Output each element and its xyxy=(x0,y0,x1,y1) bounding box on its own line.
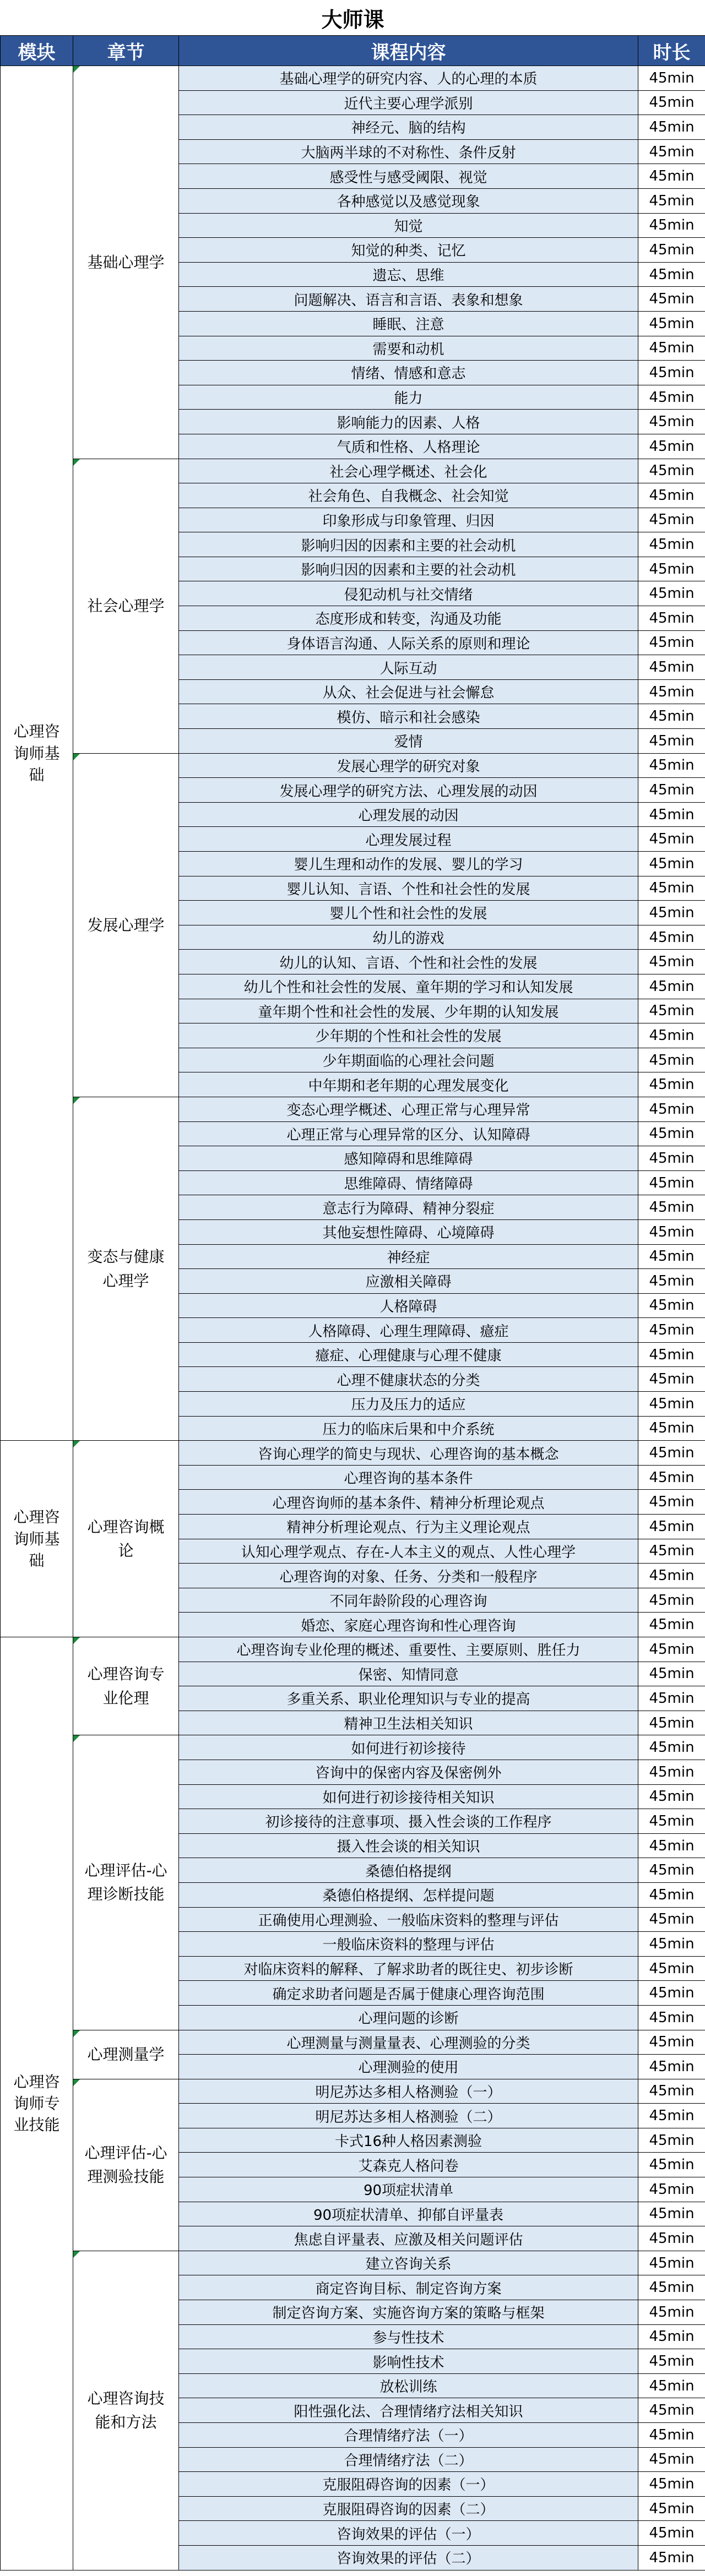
duration-cell: 45min xyxy=(638,1318,705,1343)
duration-cell: 45min xyxy=(638,778,705,803)
duration-cell: 45min xyxy=(638,336,705,361)
duration-cell: 45min xyxy=(638,1588,705,1613)
duration-cell: 45min xyxy=(638,950,705,974)
lesson-cell: 少年期面临的心理社会问题 xyxy=(179,1048,638,1072)
lesson-cell: 意志行为障碍、精神分裂症 xyxy=(179,1195,638,1220)
duration-cell: 45min xyxy=(638,1662,705,1686)
table-row xyxy=(1,2251,705,2275)
lesson-cell: 情绪、情感和意志 xyxy=(179,361,638,385)
lesson-cell: 心理不健康状态的分类 xyxy=(179,1367,638,1392)
table-row xyxy=(1,2030,705,2055)
lesson-cell: 心理发展过程 xyxy=(179,827,638,852)
header-chapter: 章节 xyxy=(73,36,179,66)
lesson-cell: 侵犯动机与社交情绪 xyxy=(179,581,638,606)
duration-cell: 45min xyxy=(638,361,705,385)
lesson-cell: 感受性与感受阈限、视觉 xyxy=(179,164,638,189)
lesson-cell: 如何进行初诊接待相关知识 xyxy=(179,1784,638,1809)
lesson-cell: 大脑两半球的不对称性、条件反射 xyxy=(179,139,638,164)
chapter-cell xyxy=(73,753,179,1097)
lesson-cell: 如何进行初诊接待 xyxy=(179,1735,638,1760)
duration-cell: 45min xyxy=(638,1539,705,1564)
lesson-cell: 心理咨询师的基本条件、精神分析理论观点 xyxy=(179,1490,638,1515)
duration-cell: 45min xyxy=(638,2128,705,2153)
lesson-cell: 需要和动机 xyxy=(179,336,638,361)
lesson-cell: 变态心理学概述、心理正常与心理异常 xyxy=(179,1097,638,1121)
duration-cell: 45min xyxy=(638,1121,705,1146)
duration-cell: 45min xyxy=(638,1833,705,1858)
lesson-cell: 商定咨询目标、制定咨询方案 xyxy=(179,2275,638,2300)
duration-cell: 45min xyxy=(638,753,705,778)
lesson-cell: 发展心理学的研究对象 xyxy=(179,753,638,778)
lesson-cell: 阳性强化法、合理情绪疗法相关知识 xyxy=(179,2398,638,2423)
lesson-cell: 克服阻碍咨询的因素（一） xyxy=(179,2472,638,2497)
table-row xyxy=(1,753,705,778)
cell-comment-marker xyxy=(73,2030,80,2037)
duration-cell: 45min xyxy=(638,827,705,852)
lesson-cell: 从众、社会促进与社会懈怠 xyxy=(179,679,638,704)
duration-cell: 45min xyxy=(638,1465,705,1490)
lesson-cell: 影响能力的因素、人格 xyxy=(179,410,638,434)
table-row xyxy=(1,1637,705,1662)
lesson-cell: 心理问题的诊断 xyxy=(179,2005,638,2030)
lesson-cell: 人格障碍 xyxy=(179,1293,638,1318)
duration-cell: 45min xyxy=(638,2423,705,2448)
module-cell: 心理咨询师基础 xyxy=(1,1441,73,1637)
lesson-cell: 人格障碍、心理生理障碍、癔症 xyxy=(179,1318,638,1343)
table-row xyxy=(1,1441,705,1466)
lesson-cell: 爱情 xyxy=(179,729,638,754)
duration-cell: 45min xyxy=(638,164,705,189)
duration-cell: 45min xyxy=(638,581,705,606)
chapter-label: 发展心理学 xyxy=(87,916,165,934)
lesson-cell: 各种感觉以及感觉现象 xyxy=(179,188,638,213)
duration-cell: 45min xyxy=(638,2030,705,2055)
duration-cell: 45min xyxy=(638,1760,705,1784)
page-title: 大师课 xyxy=(1,0,705,36)
lesson-cell: 应激相关障碍 xyxy=(179,1269,638,1294)
duration-cell: 45min xyxy=(638,925,705,950)
duration-cell: 45min xyxy=(638,188,705,213)
duration-cell: 45min xyxy=(638,1784,705,1809)
module-cell: 心理咨询师基础 xyxy=(1,66,73,1441)
duration-cell: 45min xyxy=(638,704,705,729)
duration-cell: 45min xyxy=(638,2055,705,2079)
lesson-cell: 建立咨询关系 xyxy=(179,2251,638,2275)
lesson-cell: 知觉 xyxy=(179,213,638,238)
lesson-cell: 心理测验的使用 xyxy=(179,2055,638,2079)
lesson-cell: 模仿、暗示和社会感染 xyxy=(179,704,638,729)
cell-comment-marker xyxy=(73,1441,80,1447)
lesson-cell: 婴儿生理和动作的发展、婴儿的学习 xyxy=(179,852,638,876)
duration-cell: 45min xyxy=(638,1858,705,1883)
chapter-label: 变态与健康心理学 xyxy=(87,1248,165,1290)
duration-cell: 45min xyxy=(638,557,705,581)
lesson-cell: 摄入性会谈的相关知识 xyxy=(179,1833,638,1858)
lesson-cell: 人际互动 xyxy=(179,655,638,680)
duration-cell: 45min xyxy=(638,1613,705,1637)
duration-cell: 45min xyxy=(638,1686,705,1711)
lesson-cell: 合理情绪疗法（一） xyxy=(179,2423,638,2448)
table-row xyxy=(1,1735,705,1760)
chapter-label: 心理咨询概论 xyxy=(87,1517,165,1560)
duration-cell: 45min xyxy=(638,1637,705,1662)
lesson-cell: 气质和性格、人格理论 xyxy=(179,434,638,459)
lesson-cell: 放松训练 xyxy=(179,2373,638,2398)
lesson-cell: 影响归因的因素和主要的社会动机 xyxy=(179,532,638,557)
duration-cell: 45min xyxy=(638,1342,705,1367)
duration-cell: 45min xyxy=(638,679,705,704)
lesson-cell: 幼儿的认知、言语、个性和社会性的发展 xyxy=(179,950,638,974)
cell-comment-marker xyxy=(73,66,80,73)
lesson-cell: 心理咨询的对象、任务、分类和一般程序 xyxy=(179,1564,638,1588)
lesson-cell: 心理咨询专业伦理的概述、重要性、主要原则、胜任力 xyxy=(179,1637,638,1662)
chapter-cell xyxy=(73,459,179,753)
duration-cell: 45min xyxy=(638,2349,705,2374)
table-row xyxy=(1,1097,705,1121)
duration-cell: 45min xyxy=(638,2496,705,2521)
duration-cell: 45min xyxy=(638,606,705,631)
duration-cell: 45min xyxy=(638,213,705,238)
duration-cell: 45min xyxy=(638,262,705,287)
duration-cell: 45min xyxy=(638,385,705,410)
lesson-cell: 桑德伯格提纲、怎样提问题 xyxy=(179,1882,638,1907)
lesson-cell: 近代主要心理学派别 xyxy=(179,90,638,115)
lesson-cell: 神经症 xyxy=(179,1244,638,1269)
lesson-cell: 桑德伯格提纲 xyxy=(179,1858,638,1883)
duration-cell: 45min xyxy=(638,1392,705,1417)
lesson-cell: 咨询效果的评估（一） xyxy=(179,2521,638,2546)
lesson-cell: 压力的临床后果和中介系统 xyxy=(179,1416,638,1441)
lesson-cell: 确定求助者问题是否属于健康心理咨询范围 xyxy=(179,1981,638,2006)
lesson-cell: 压力及压力的适应 xyxy=(179,1392,638,1417)
lesson-cell: 神经元、脑的结构 xyxy=(179,115,638,140)
duration-cell: 45min xyxy=(638,2373,705,2398)
lesson-cell: 婴儿认知、言语、个性和社会性的发展 xyxy=(179,876,638,901)
duration-cell: 45min xyxy=(638,630,705,655)
duration-cell: 45min xyxy=(638,532,705,557)
chapter-label: 社会心理学 xyxy=(87,596,165,615)
chapter-cell xyxy=(73,2251,179,2570)
duration-cell: 45min xyxy=(638,139,705,164)
lesson-cell: 思维障碍、情绪障碍 xyxy=(179,1170,638,1195)
lesson-cell: 社会角色、自我概念、社会知觉 xyxy=(179,483,638,508)
lesson-cell: 明尼苏达多相人格测验（一） xyxy=(179,2079,638,2104)
duration-cell: 45min xyxy=(638,1515,705,1539)
lesson-cell: 心理咨询的基本条件 xyxy=(179,1465,638,1490)
duration-cell: 45min xyxy=(638,999,705,1023)
lesson-cell: 焦虑自评量表、应激及相关问题评估 xyxy=(179,2226,638,2251)
duration-cell: 45min xyxy=(638,1367,705,1392)
duration-cell: 45min xyxy=(638,2447,705,2472)
duration-cell: 45min xyxy=(638,974,705,999)
duration-cell: 45min xyxy=(638,1170,705,1195)
cell-comment-marker xyxy=(73,1637,80,1644)
duration-cell: 45min xyxy=(638,2398,705,2423)
lesson-cell: 90项症状清单 xyxy=(179,2177,638,2202)
chapter-label: 心理咨询专业伦理 xyxy=(87,1665,165,1707)
lesson-cell: 问题解决、语言和言语、表象和想象 xyxy=(179,287,638,312)
duration-cell: 45min xyxy=(638,1932,705,1957)
module-cell: 心理咨询师专业技能 xyxy=(1,1637,73,2570)
lesson-cell: 合理情绪疗法（二） xyxy=(179,2447,638,2472)
lesson-cell: 童年期个性和社会性的发展、少年期的认知发展 xyxy=(179,999,638,1023)
duration-cell: 45min xyxy=(638,655,705,680)
lesson-cell: 影响归因的因素和主要的社会动机 xyxy=(179,557,638,581)
duration-cell: 45min xyxy=(638,1244,705,1269)
duration-cell: 45min xyxy=(638,459,705,483)
duration-cell: 45min xyxy=(638,1882,705,1907)
duration-cell: 45min xyxy=(638,1907,705,1932)
lesson-cell: 心理正常与心理异常的区分、认知障碍 xyxy=(179,1121,638,1146)
lesson-cell: 一般临床资料的整理与评估 xyxy=(179,1932,638,1957)
duration-cell: 45min xyxy=(638,876,705,901)
duration-cell: 45min xyxy=(638,1195,705,1220)
duration-cell: 45min xyxy=(638,1219,705,1244)
cell-comment-marker xyxy=(73,459,80,466)
duration-cell: 45min xyxy=(638,508,705,532)
duration-cell: 45min xyxy=(638,1293,705,1318)
lesson-cell: 心理测量与测量量表、心理测验的分类 xyxy=(179,2030,638,2055)
duration-cell: 45min xyxy=(638,1023,705,1048)
duration-cell: 45min xyxy=(638,729,705,754)
duration-cell: 45min xyxy=(638,2545,705,2570)
chapter-label: 心理评估-心理测验技能 xyxy=(84,2143,167,2186)
cell-comment-marker xyxy=(73,1735,80,1742)
duration-cell: 45min xyxy=(638,115,705,140)
chapter-label: 心理咨询技能和方法 xyxy=(87,2389,165,2432)
duration-cell: 45min xyxy=(638,2226,705,2251)
duration-cell: 45min xyxy=(638,1146,705,1171)
lesson-cell: 遗忘、思维 xyxy=(179,262,638,287)
lesson-cell: 精神分析理论观点、行为主义理论观点 xyxy=(179,1515,638,1539)
lesson-cell: 卡式16种人格因素测验 xyxy=(179,2128,638,2153)
lesson-cell: 正确使用心理测验、一般临床资料的整理与评估 xyxy=(179,1907,638,1932)
lesson-cell: 睡眠、注意 xyxy=(179,311,638,336)
duration-cell: 45min xyxy=(638,434,705,459)
lesson-cell: 心理发展的动因 xyxy=(179,802,638,827)
duration-cell: 45min xyxy=(638,66,705,91)
lesson-cell: 克服阻碍咨询的因素（二） xyxy=(179,2496,638,2521)
duration-cell: 45min xyxy=(638,2153,705,2177)
duration-cell: 45min xyxy=(638,2202,705,2226)
duration-cell: 45min xyxy=(638,1097,705,1121)
duration-cell: 45min xyxy=(638,90,705,115)
lesson-cell: 明尼苏达多相人格测验（二） xyxy=(179,2104,638,2128)
duration-cell: 45min xyxy=(638,1441,705,1466)
header-duration: 时长 xyxy=(638,36,705,66)
header-row xyxy=(1,36,705,66)
duration-cell: 45min xyxy=(638,1269,705,1294)
chapter-cell xyxy=(73,1441,179,1637)
lesson-cell: 初诊接待的注意事项、摄入性会谈的工作程序 xyxy=(179,1809,638,1834)
duration-cell: 45min xyxy=(638,852,705,876)
chapter-label: 心理测量学 xyxy=(87,2045,165,2063)
duration-cell: 45min xyxy=(638,287,705,312)
lesson-cell: 艾森克人格问卷 xyxy=(179,2153,638,2177)
duration-cell: 45min xyxy=(638,1072,705,1097)
lesson-cell: 咨询效果的评估（二） xyxy=(179,2545,638,2570)
duration-cell: 45min xyxy=(638,1048,705,1072)
duration-cell: 45min xyxy=(638,2251,705,2275)
duration-cell: 45min xyxy=(638,1490,705,1515)
chapter-label: 心理评估-心理诊断技能 xyxy=(84,1861,167,1904)
duration-cell: 45min xyxy=(638,1809,705,1834)
table-row xyxy=(1,66,705,91)
lesson-cell: 印象形成与印象管理、归因 xyxy=(179,508,638,532)
duration-cell: 45min xyxy=(638,1564,705,1588)
duration-cell: 45min xyxy=(638,901,705,925)
lesson-cell: 婚恋、家庭心理咨询和性心理咨询 xyxy=(179,1613,638,1637)
lesson-cell: 社会心理学概述、社会化 xyxy=(179,459,638,483)
header-content: 课程内容 xyxy=(179,36,638,66)
duration-cell: 45min xyxy=(638,1416,705,1441)
duration-cell: 45min xyxy=(638,2275,705,2300)
duration-cell: 45min xyxy=(638,2521,705,2546)
duration-cell: 45min xyxy=(638,238,705,263)
cell-comment-marker xyxy=(73,754,80,760)
duration-cell: 45min xyxy=(638,2472,705,2497)
lesson-cell: 知觉的种类、记忆 xyxy=(179,238,638,263)
duration-cell: 45min xyxy=(638,1981,705,2006)
chapter-cell xyxy=(73,1735,179,2030)
duration-cell: 45min xyxy=(638,410,705,434)
table-row xyxy=(1,2079,705,2104)
cell-comment-marker xyxy=(73,2079,80,2086)
lesson-cell: 发展心理学的研究方法、心理发展的动因 xyxy=(179,778,638,803)
lesson-cell: 中年期和老年期的心理发展变化 xyxy=(179,1072,638,1097)
duration-cell: 45min xyxy=(638,2104,705,2128)
lesson-cell: 参与性技术 xyxy=(179,2324,638,2349)
duration-cell: 45min xyxy=(638,483,705,508)
lesson-cell: 婴儿个性和社会性的发展 xyxy=(179,901,638,925)
chapter-cell xyxy=(73,2079,179,2251)
duration-cell: 45min xyxy=(638,2324,705,2349)
lesson-cell: 态度形成和转变，沟通及功能 xyxy=(179,606,638,631)
lesson-cell: 能力 xyxy=(179,385,638,410)
lesson-cell: 影响性技术 xyxy=(179,2349,638,2374)
lesson-cell: 多重关系、职业伦理知识与专业的提高 xyxy=(179,1686,638,1711)
lesson-cell: 癔症、心理健康与心理不健康 xyxy=(179,1342,638,1367)
lesson-cell: 咨询心理学的简史与现状、心理咨询的基本概念 xyxy=(179,1441,638,1466)
chapter-cell xyxy=(73,1097,179,1440)
chapter-cell xyxy=(73,66,179,459)
duration-cell: 45min xyxy=(638,802,705,827)
duration-cell: 45min xyxy=(638,1956,705,1981)
duration-cell: 45min xyxy=(638,311,705,336)
lesson-cell: 幼儿的游戏 xyxy=(179,925,638,950)
duration-cell: 45min xyxy=(638,2079,705,2104)
chapter-cell xyxy=(73,1637,179,1735)
lesson-cell: 对临床资料的解释、了解求助者的既往史、初步诊断 xyxy=(179,1956,638,1981)
chapter-label: 基础心理学 xyxy=(87,253,165,271)
header-module: 模块 xyxy=(1,36,73,66)
lesson-cell: 咨询中的保密内容及保密例外 xyxy=(179,1760,638,1784)
duration-cell: 45min xyxy=(638,1735,705,1760)
lesson-cell: 不同年龄阶段的心理咨询 xyxy=(179,1588,638,1613)
table-row xyxy=(1,459,705,483)
lesson-cell: 90项症状清单、抑郁自评量表 xyxy=(179,2202,638,2226)
cell-comment-marker xyxy=(73,2251,80,2258)
lesson-cell: 少年期的个性和社会性的发展 xyxy=(179,1023,638,1048)
lesson-cell: 感知障碍和思维障碍 xyxy=(179,1146,638,1171)
lesson-cell: 基础心理学的研究内容、人的心理的本质 xyxy=(179,66,638,91)
lesson-cell: 制定咨询方案、实施咨询方案的策略与框架 xyxy=(179,2300,638,2325)
duration-cell: 45min xyxy=(638,2005,705,2030)
duration-cell: 45min xyxy=(638,1711,705,1735)
lesson-cell: 其他妄想性障碍、心境障碍 xyxy=(179,1219,638,1244)
lesson-cell: 精神卫生法相关知识 xyxy=(179,1711,638,1735)
lesson-cell: 幼儿个性和社会性的发展、童年期的学习和认知发展 xyxy=(179,974,638,999)
cell-comment-marker xyxy=(73,1097,80,1104)
chapter-cell xyxy=(73,2030,179,2079)
lesson-cell: 认知心理学观点、存在-人本主义的观点、人性心理学 xyxy=(179,1539,638,1564)
lesson-cell: 身体语言沟通、人际关系的原则和理论 xyxy=(179,630,638,655)
duration-cell: 45min xyxy=(638,2300,705,2325)
duration-cell: 45min xyxy=(638,2177,705,2202)
lesson-cell: 保密、知情同意 xyxy=(179,1662,638,1686)
